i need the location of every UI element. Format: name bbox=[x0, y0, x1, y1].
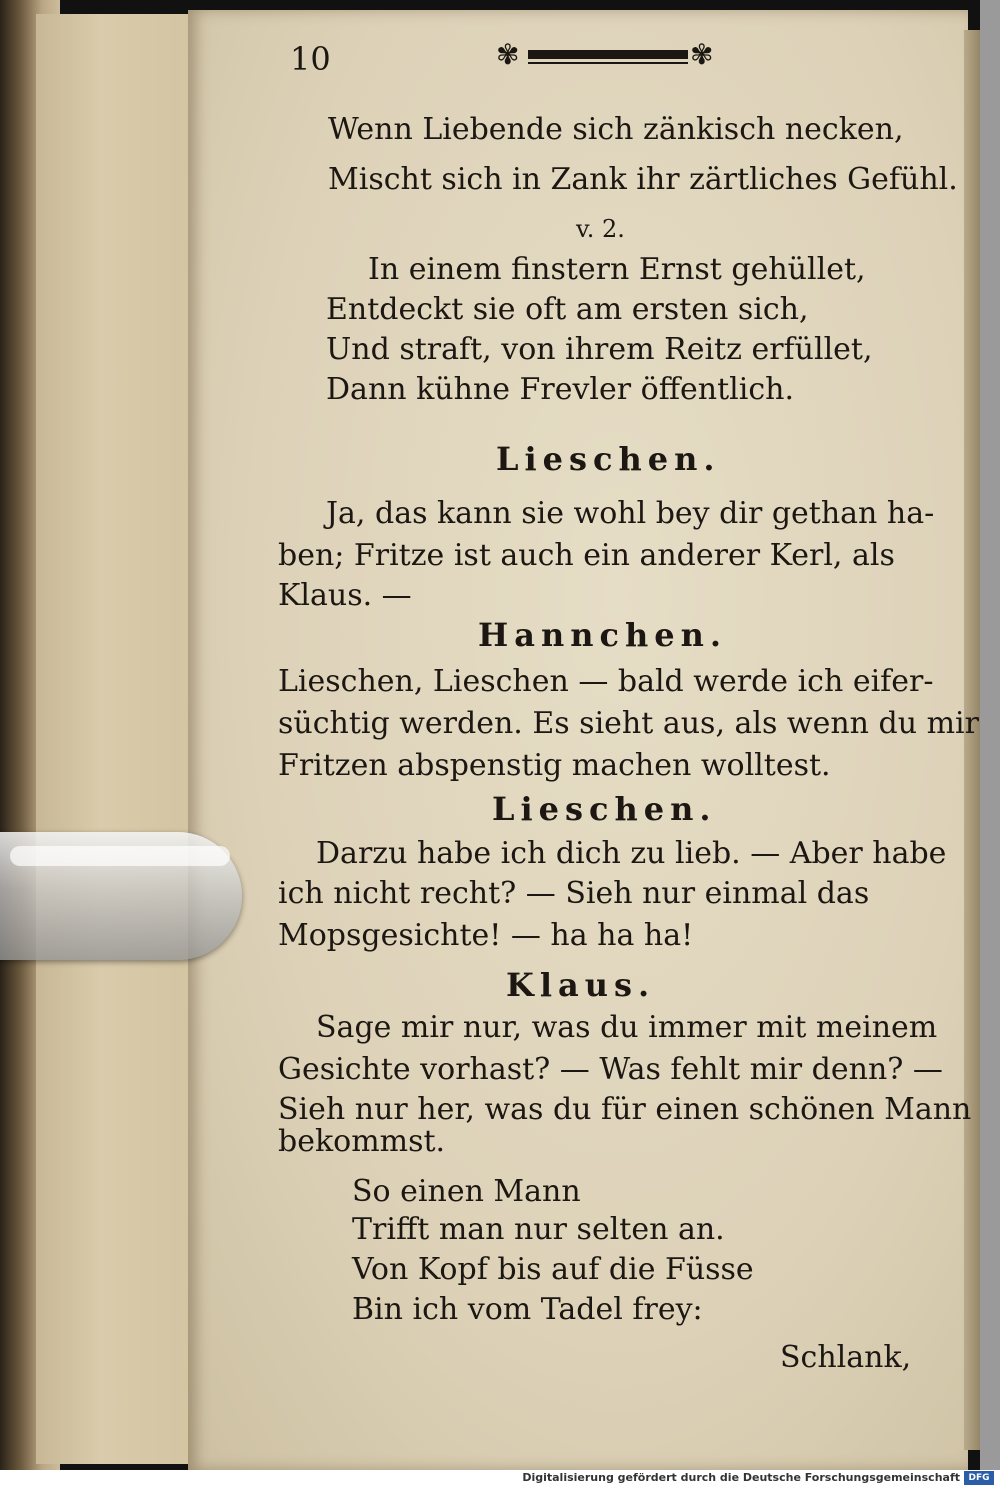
text-line: Sieh nur her, was du für einen schönen Mann bbox=[278, 1092, 972, 1127]
text-line: Mischt sich in Zank ihr zärtliches Gefühl. bbox=[328, 162, 958, 197]
header-ornament bbox=[494, 40, 720, 70]
speaker-name: Hannchen. bbox=[478, 616, 728, 654]
scan-background-strip bbox=[980, 0, 1000, 1470]
text-line: Dann kühne Frevler öffentlich. bbox=[326, 372, 794, 407]
verse-number: v. 2. bbox=[576, 215, 625, 243]
text-line: süchtig werden. Es sieht aus, als wenn du mir bbox=[278, 706, 979, 741]
text-line: Und straft, von ihrem Reitz erfüllet, bbox=[326, 332, 873, 367]
text-line: Gesichte vorhast? — Was fehlt mir denn? — bbox=[278, 1052, 943, 1087]
speaker-name: Lieschen. bbox=[492, 790, 717, 828]
text-line: ich nicht recht? — Sieh nur einmal das bbox=[278, 876, 870, 911]
text-line: bekommst. bbox=[278, 1124, 446, 1159]
flower-ornament-icon: ✾ bbox=[690, 38, 714, 71]
text-line: Sage mir nur, was du immer mit meinem bbox=[316, 1010, 938, 1045]
ornament-rule bbox=[528, 50, 688, 59]
glass-clip-highlight bbox=[10, 846, 230, 866]
text-line: Trifft man nur selten an. bbox=[352, 1212, 725, 1247]
text-line: Entdeckt sie oft am ersten sich, bbox=[326, 292, 809, 327]
text-line: Mopsgesichte! — ha ha ha! bbox=[278, 918, 694, 953]
page-stack-edge bbox=[36, 14, 198, 1464]
dfg-logo-icon: DFG bbox=[964, 1471, 994, 1485]
text-line: Bin ich vom Tadel frey: bbox=[352, 1292, 703, 1327]
flower-ornament-icon: ✾ bbox=[496, 38, 520, 71]
text-line: So einen Mann bbox=[352, 1174, 581, 1209]
ornament-rule-thin bbox=[528, 62, 688, 64]
page-number: 10 bbox=[290, 40, 331, 78]
footer-credit: Digitalisierung gefördert durch die Deutsche Forschungsgemeinschaft bbox=[522, 1471, 960, 1484]
catchword: Schlank, bbox=[780, 1340, 912, 1375]
text-line: Wenn Liebende sich zänkisch necken, bbox=[328, 112, 904, 147]
speaker-name: Klaus. bbox=[506, 966, 656, 1004]
text-line: ben; Fritze ist auch ein anderer Kerl, als bbox=[278, 538, 895, 573]
speaker-name: Lieschen. bbox=[496, 440, 721, 478]
text-line: Fritzen abspenstig machen wolltest. bbox=[278, 748, 831, 783]
text-line: In einem finstern Ernst gehüllet, bbox=[368, 252, 866, 287]
text-line: Darzu habe ich dich zu lieb. — Aber habe bbox=[316, 836, 947, 871]
text-line: Von Kopf bis auf die Füsse bbox=[352, 1252, 754, 1287]
text-line: Ja, das kann sie wohl bey dir gethan ha- bbox=[326, 496, 935, 531]
text-line: Lieschen, Lieschen — bald werde ich eifer- bbox=[278, 664, 934, 699]
text-line: Klaus. — bbox=[278, 578, 412, 613]
